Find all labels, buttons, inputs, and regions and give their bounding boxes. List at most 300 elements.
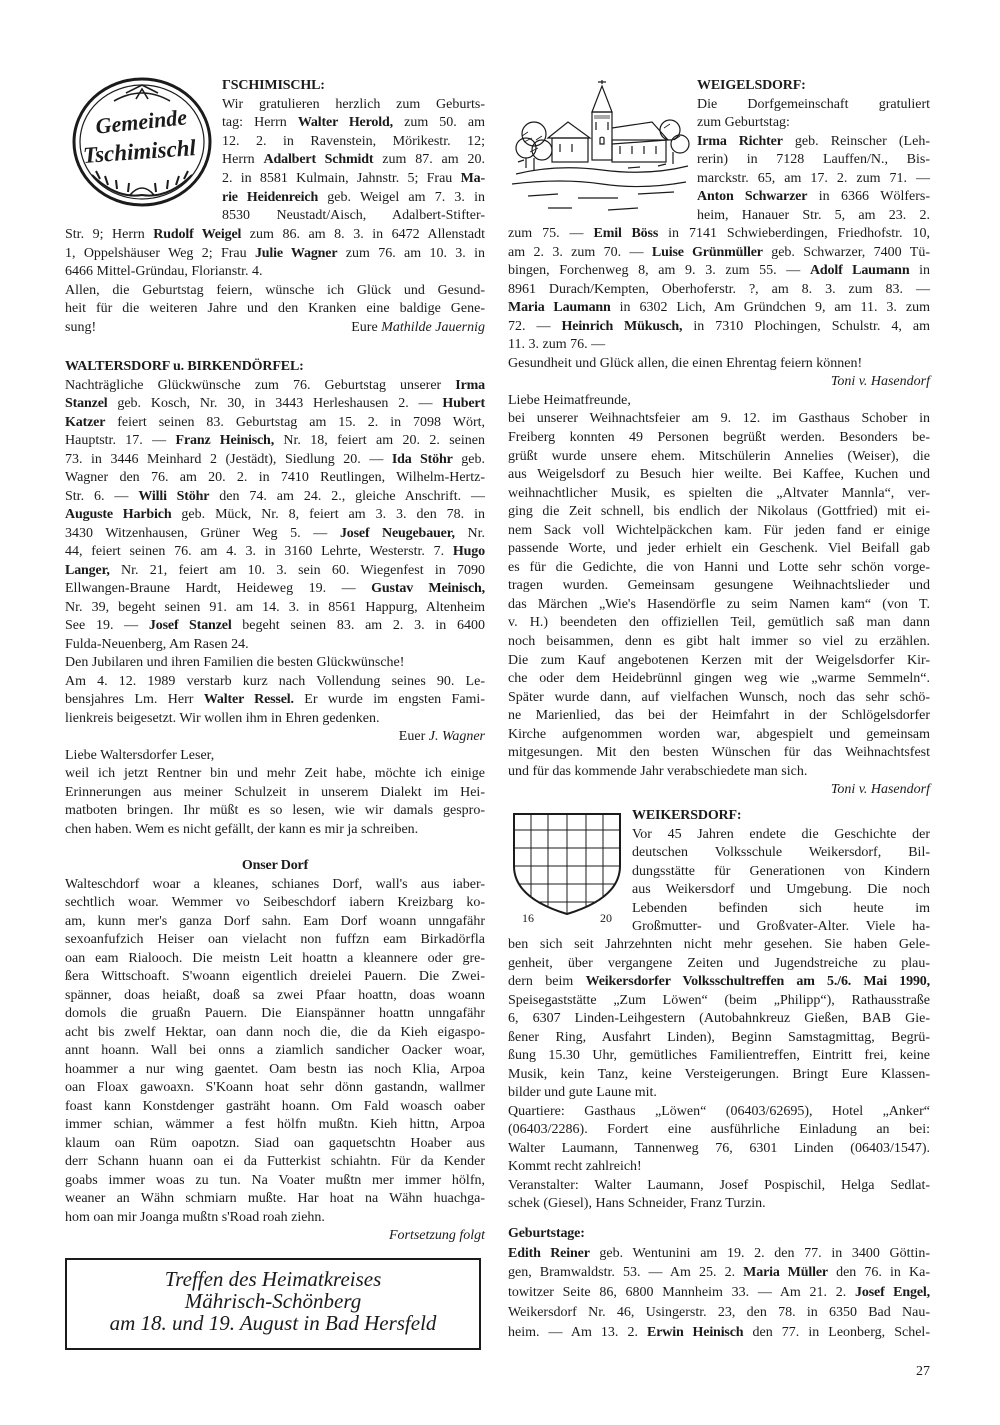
bold-text: Stanzel <box>65 396 108 411</box>
text-line <box>508 1158 930 1177</box>
text-line <box>632 826 930 845</box>
shield-year-left: 16 <box>522 911 534 925</box>
weigelsdorf-intro <box>697 77 930 225</box>
text-line <box>508 1244 930 1264</box>
text-run: geb. Schwarzer, 7400 Tü- <box>762 244 930 260</box>
text-line <box>65 913 485 932</box>
text-line <box>508 281 930 300</box>
text-line <box>508 973 930 992</box>
text-line <box>65 245 485 264</box>
text-run: geb. Kosch, Nr. 30, in 3443 Herleshausen 2. — <box>107 396 443 411</box>
seal-text-bottom: Tschimischl <box>82 135 197 168</box>
text-run: den 76. in Ka- <box>828 1265 930 1281</box>
text-line <box>65 1061 485 1080</box>
text-run: in <box>909 263 931 279</box>
text-run: aus Weigelsdorf zu Besuch hier weilte. Bei Kaffee, Kuchen und <box>508 467 930 483</box>
text-run: bilder und gute Laune mit. <box>508 1085 657 1100</box>
text-run: tragen wurden. Gemeinsam gesungene Weihnachtslieder und <box>508 578 930 594</box>
text-line <box>65 876 485 895</box>
text-run: ging die Zeit schnell, bis endlich der Nikolaus (Gottfried) mit ei- <box>508 504 930 520</box>
text-line <box>65 636 485 655</box>
text-run: marckstr. 65, am 17. 2. zum 71. — <box>697 170 930 186</box>
text-run: Nr. 39, begeht seinen 91. am 14. 3. in 8561 Happurg, Altenheim <box>65 599 485 615</box>
italic-text: Fortsetzung folgt <box>388 1228 485 1243</box>
text-line <box>65 226 485 245</box>
text-line <box>65 300 485 319</box>
text-run: Liebe Heimatfreunde, <box>508 392 631 408</box>
bold-text: Luise Grünmüller <box>651 244 763 260</box>
text-run: und für das kommende Jahr verabschiedete man sich. <box>508 763 808 779</box>
text-run: che oder dem Heidebrünnl gingen weg wie „warme Semmeln“. <box>508 671 930 687</box>
text-run: den 74. am 24. 2., gleiche Anschrift. — <box>209 488 485 504</box>
text-run: in 6302 Lich, Am Gründchen 9, am 11. 3. zum <box>610 300 930 316</box>
bold-text: Katzer <box>65 414 106 430</box>
text-run: in 7141 Schwieberdingen, Friedhofstr. 10, <box>658 226 930 241</box>
text-run: weil ich jetzt Rentner bin und mehr Zeit habe, möchte ich einige <box>65 766 485 781</box>
text-run: Str. 6. — <box>65 488 139 504</box>
text-run: Lebenden befinden sich heute im <box>632 900 930 916</box>
text-line <box>508 1140 930 1159</box>
text-run: rerin) in 7128 Lauffen/N., Bis- <box>697 152 930 168</box>
text-line <box>508 503 930 522</box>
text-run: hom oan mir Joanga mußtn s'Road roah ziehn. <box>65 1209 325 1225</box>
text-run: chen haben. Wem es nicht gefällt, der kann es mir ja schreiben. <box>65 821 419 837</box>
text-run: geb. Wentunini am 19. 2. den 77. in 3400 Göttin- <box>589 1245 930 1261</box>
text-line <box>65 728 485 747</box>
text-line <box>508 670 930 689</box>
tschimischl-body <box>65 226 485 338</box>
text-line <box>508 955 930 974</box>
text-line <box>508 448 930 467</box>
bold-text: Heinrich Mükusch, <box>561 318 683 334</box>
text-run: in 7310 Plochingen, Schulstr. 4, am <box>682 318 930 334</box>
text-line <box>508 559 930 578</box>
text-run: Vor 45 Jahren endete die Geschichte der <box>632 826 930 842</box>
bold-text: Irma <box>455 377 485 393</box>
text-run: ßera Wittschoaft. S'woann eigentlich dreielei Pauern. Die Zwei- <box>65 969 485 984</box>
text-line <box>508 614 930 633</box>
text-run: feiert seinen 83. Geburtstag am 15. 2. in 7098 Wört, <box>105 414 485 430</box>
text-run: geb. Mück, Nr. 8, feiert am 3. 3. den 78. in <box>171 507 485 522</box>
text-run: heim. — Am 13. 2. <box>508 1324 648 1340</box>
text-line <box>65 319 485 338</box>
text-line <box>508 633 930 652</box>
text-run: zum 76. am 10. 3. in <box>337 245 485 261</box>
waltersdorf-section <box>65 358 485 839</box>
text-run: Ellwangen-Braune Hardt, Heideweg 19. — <box>65 581 372 596</box>
text-line <box>65 599 485 618</box>
text-run: ßung 15.30 Uhr, gemütliches Familientreffen, Eintritt frei, keine <box>508 1048 930 1063</box>
text-line <box>65 451 485 470</box>
text-line <box>65 1209 485 1228</box>
bold-text: Geburtstage: <box>508 1226 585 1241</box>
text-run: weihnachtlicher Musik, es spielten die „Altvater Mannla“, ver- <box>508 485 930 501</box>
text-line <box>65 1153 485 1172</box>
text-line <box>697 188 930 207</box>
text-run: 6466 Mittel-Gründau, Florianstr. 4. <box>65 264 263 280</box>
text-run: bei unserer Weihnachtsfeier am 9. 12. im Gasthaus Schober in <box>508 411 930 427</box>
bold-text: Hubert <box>442 396 485 411</box>
text-run: Liebe Waltersdorfer Leser, <box>65 747 215 763</box>
text-line <box>508 763 930 782</box>
text-line <box>508 596 930 615</box>
announcement-line: Treffen des Heimatkreises <box>164 1267 382 1291</box>
text-line <box>65 469 485 488</box>
text-run: derr Schann huann oan ei da Futterkist schiahtn. Für da Kender <box>65 1154 485 1169</box>
text-run: ben sich seit Jahrzehnten nicht mehr gesehen. Sie haben Gele- <box>508 937 930 952</box>
tschimischl-intro <box>222 77 485 226</box>
text-run: 72. — <box>508 318 562 334</box>
text-line <box>508 652 930 671</box>
text-run: Kirche aufgenommen worden war, abgespielt und gemeinsam <box>508 726 930 742</box>
text-run: sung! <box>65 319 97 335</box>
text-line <box>508 1047 930 1066</box>
text-run: oan Floax gawoaxn. S'Koann hoat sehr dönn gastandn, wallmer <box>65 1080 485 1095</box>
bold-text: Ida Stöhr <box>391 451 453 467</box>
text-run: domols die gruaßn Pauern. Die Eianspänner hoattn unngafähr <box>65 1006 485 1021</box>
bold-text: Franz Heinisch, <box>175 433 275 448</box>
text-line <box>508 466 930 485</box>
text-run: Nachträgliche Glückwünsche zum 76. Geburtstag unserer <box>65 377 456 393</box>
text-line <box>65 617 485 636</box>
text-run: 11. 3. zum 76. — <box>508 337 606 353</box>
text-run: Musik, kein Tanz, keine Versteigerungen. Bringt Eure Klassen- <box>508 1066 930 1082</box>
shield-year-right: 20 <box>600 911 612 925</box>
text-run: Hauptstr. 17. — <box>65 433 176 448</box>
text-line <box>222 170 485 189</box>
text-run: weaner an Wähn schmiarn mußte. Har hoat na Wähn huachga- <box>65 1191 485 1206</box>
text-run: Die zum Kauf angebotenen Kerzen mit der Weigelsdorfer Kir- <box>508 652 930 668</box>
text-run: Wir gratulieren herzlich zum Geburts- <box>222 96 485 112</box>
text-line <box>508 1323 930 1343</box>
bold-text: Walter Ressel. <box>203 692 294 707</box>
text-line <box>508 540 930 559</box>
text-run: 3430 Witzenhausen, Grüner Weg 5. — <box>65 525 340 541</box>
text-run: klaum oan Rüm oapotzn. Siad oan gaquetschtn Hoaber aus <box>65 1135 485 1151</box>
text-run: zum 86. am 8. 3. in 6472 Allenstadt <box>241 227 485 242</box>
text-line <box>508 225 930 244</box>
tschimischl-seal <box>70 75 215 210</box>
text-line <box>508 936 930 955</box>
text-line <box>65 802 485 821</box>
bold-text: Walter Herold, <box>297 115 394 131</box>
text-line <box>508 262 930 281</box>
text-line <box>508 299 930 318</box>
text-line <box>65 1079 485 1098</box>
text-line <box>697 170 930 189</box>
text-line <box>508 992 930 1011</box>
bold-text: Emil Böss <box>593 226 659 241</box>
text-line <box>65 525 485 544</box>
text-run: geb. Weigel am 7. 3. in <box>318 189 485 205</box>
bold-text: Josef Stanzel <box>148 618 232 633</box>
onser-dorf-article <box>65 857 485 1246</box>
bold-text: Willi Stöhr <box>138 488 210 504</box>
text-line <box>65 1190 485 1209</box>
text-line <box>508 392 930 411</box>
seal-text-top: Gemeinde <box>94 104 189 139</box>
text-line <box>508 1010 930 1029</box>
text-line <box>222 207 485 226</box>
text-line <box>508 1224 930 1244</box>
text-line <box>65 654 485 673</box>
text-line <box>65 358 485 377</box>
bold-text: Josef Engel, <box>855 1285 930 1301</box>
bold-text: Auguste Harbich <box>65 507 172 522</box>
text-line <box>508 577 930 596</box>
text-line <box>508 1103 930 1122</box>
text-run: towitzer Seite 86, 6800 Mannheim 33. — Am 21. 2. <box>508 1285 856 1301</box>
text-line <box>632 881 930 900</box>
text-run: Gesundheit und Glück allen, die einen Ehrentag feiern können! <box>508 355 863 371</box>
bold-text: Maria Laumann <box>508 300 611 316</box>
text-line <box>65 784 485 803</box>
text-run: ne Marienlied, das bei der Heimfahrt in der Schlögelsdorfer <box>508 708 930 724</box>
text-line <box>508 373 930 392</box>
text-run: heim, Hanauer Str. 5, am 23. 2. <box>697 207 930 223</box>
text-line <box>65 414 485 433</box>
text-line <box>222 114 485 133</box>
text-line <box>65 747 485 766</box>
text-line <box>508 1177 930 1196</box>
text-run: heit für die weiteren Jahre und den Kranken eine baldige Gene- <box>65 301 485 317</box>
text-run: am 2. 3. zum 70. — <box>508 244 652 260</box>
text-run: 1, Oppelshäuser Weg 2; Frau <box>65 245 255 261</box>
bold-text: Weikersdorfer Volksschultreffen am 5./6. Mai 1990, <box>585 974 931 989</box>
italic-text: J. Wagner <box>428 729 485 744</box>
text-line <box>632 807 930 826</box>
text-run: annt hoann. Wall bei onns a ziamlich sandicher Oacker woar, <box>65 1043 485 1058</box>
text-line <box>65 894 485 913</box>
text-run: sechtlich woar. Wemmer vo Seibeschdorf iabern Kreizbarg ko- <box>65 895 485 910</box>
text-run: matboten bringen. Ihr müßt es so lesen, wie wir damals gespro- <box>65 803 485 818</box>
text-line <box>65 1116 485 1135</box>
text-line <box>65 395 485 414</box>
bold-text: Erwin Heinisch <box>647 1324 744 1340</box>
text-line <box>65 377 485 396</box>
text-line <box>508 1303 930 1323</box>
bold-text: WALTERSDORF u. BIRKENDÖRFEL: <box>65 359 304 374</box>
text-run: Er wurde im engsten Fami- <box>293 692 485 707</box>
text-run: bingen, Forchenweg 8, am 9. 3. zum 55. — <box>508 263 810 279</box>
text-run: Walteschdorf woar a kleanes, schianes Dorf, wall's aus iaber- <box>65 876 485 892</box>
bold-text: Josef Neugebauer, <box>339 525 455 541</box>
bold-text: Hugo <box>452 544 485 559</box>
text-run: oan eam Rialooch. Die meistn Leit hoattn a kleannere oder gre- <box>65 950 485 966</box>
text-run: Weikersdorf Nr. 46, Usingerstr. 23, den 78. in 6350 Bad Nau- <box>508 1304 930 1320</box>
text-line <box>65 691 485 710</box>
text-run: grüßt wurde unsere ehem. Mitschülerin Annelies (Weiser), die <box>508 448 930 464</box>
text-line <box>65 562 485 581</box>
text-run: Den Jubilaren und ihren Familien die besten Glückwünsche! <box>65 655 405 670</box>
announcement-box <box>65 1258 481 1350</box>
text-run: Nr. 21, feiert am 10. 3. sein 60. Wiegenfest in 7090 <box>109 562 485 578</box>
text-run: geb. <box>452 451 485 467</box>
bold-text: WEIKERSDORF: <box>632 808 742 823</box>
text-run: v. H.) beendeten den offiziellen Teil, gemütlich saß man dann <box>508 615 930 631</box>
text-run: schek (Giesel), Hans Schneider, Franz Turzin. <box>508 1196 766 1211</box>
text-line <box>222 189 485 208</box>
text-line <box>697 207 930 226</box>
text-line <box>65 710 485 729</box>
text-line <box>508 429 930 448</box>
text-run: in 6366 Wölfers- <box>807 189 930 205</box>
text-run: 73. in 3446 Meinhard 2 (Jestädt), Siedlung 20. — <box>65 451 392 467</box>
text-line <box>65 765 485 784</box>
bold-text: Adalbert Schmidt <box>263 152 374 168</box>
text-run: Eure <box>351 319 382 335</box>
text-run: foast kann Konstdenger gasträht hoann. Om Fald woasch oaber <box>65 1098 485 1114</box>
text-line <box>508 1283 930 1303</box>
text-line <box>65 1042 485 1061</box>
text-run: das Märchen „Wie's Hasendörfle zu seim Namen kam“ (von T. <box>508 596 930 612</box>
text-line <box>65 950 485 969</box>
text-line <box>65 857 485 876</box>
text-run: noch beisammen, denn es gibt halt immer so viel zu erzählen. <box>508 634 930 650</box>
text-line <box>632 844 930 863</box>
text-run: zum Geburtstag: <box>697 115 790 131</box>
text-run: 2. in 8581 Kulmain, Jahnstr. 5; Frau <box>222 170 461 186</box>
line-left-part <box>65 319 96 338</box>
text-run: Speisegaststätte „Zum Löwen“ (beim „Philipp“), Rathausstraße <box>508 992 930 1008</box>
text-run: hoammer a nur wing gaentet. Oam bestn ias noch Klia, Arpoa <box>65 1061 485 1077</box>
text-line <box>65 1227 485 1246</box>
text-line <box>508 689 930 708</box>
text-line <box>65 263 485 282</box>
text-run: acht bis zwelf Hektar, oan dann noch die, die da Kieh eigaspo- <box>65 1024 485 1040</box>
weikersdorf-intro <box>632 807 930 937</box>
text-line <box>508 355 930 374</box>
text-run: 44, feiert seinen 76. am 4. 3. in 3160 Lehrte, Westerstr. 7. <box>65 544 453 559</box>
text-run: zum 50. am <box>393 115 485 131</box>
text-line <box>508 707 930 726</box>
text-run: lienkreis beigesetzt. Wir wollen ihm in Ehren gedenken. <box>65 710 380 726</box>
weikersdorf-coat-of-arms <box>508 810 626 925</box>
text-run: Die Dorfgemeinschaft gratuliert <box>697 96 930 112</box>
page-number: 27 <box>916 1364 930 1379</box>
text-run: Allen, die Geburtstag feiern, wünsche ich Glück und Gesund- <box>65 282 485 298</box>
italic-text: Toni v. Hasendorf <box>830 782 930 798</box>
text-run: Quartiere: Gasthaus „Löwen“ (06403/62695), Hotel „Anker“ <box>508 1103 930 1119</box>
bold-text: ΓSCHIMISCHL: <box>222 78 325 93</box>
text-line <box>65 543 485 562</box>
text-run: tag: Herrn <box>222 115 298 131</box>
text-run: deutschen Volksschule Weikersdorf, Bil- <box>632 845 930 860</box>
italic-text: Toni v. Hasendorf <box>830 374 930 390</box>
text-line <box>508 318 930 337</box>
text-line <box>508 1029 930 1048</box>
text-run: immer schian, wämmer a fest hölfn mußtn. Kieh hittn, Arpoa <box>65 1117 485 1132</box>
text-line <box>65 1098 485 1117</box>
text-run: Später wurde dann, auf vielfachen Wunsch, noch das sehr schö- <box>508 689 930 705</box>
text-run: genheit, über vergangene Zeiten und Jugendstreiche zu plau- <box>508 955 930 971</box>
text-run: Euer <box>398 729 429 744</box>
text-line <box>65 1172 485 1191</box>
text-line <box>508 726 930 745</box>
weikersdorf-body <box>508 936 930 1214</box>
bold-text: Julie Wagner <box>254 245 338 261</box>
text-run: Wagner den 76. am 20. 2. in 7410 Reutlingen, Wilhelm-Hertz- <box>65 470 485 485</box>
text-line <box>508 1066 930 1085</box>
text-run: sexoanfufzich Heiser oan vielacht non fuffzn eam Birkadörfla <box>65 932 485 947</box>
line-right-part <box>351 319 485 338</box>
text-run: es für die Gedichte, die von Hanni und Lotte sehr schön vorge- <box>508 559 930 575</box>
text-line <box>508 522 930 541</box>
text-line <box>65 673 485 692</box>
text-run: aus Weikersdorf und Umgebung. Die noch <box>632 882 930 897</box>
text-run: bensjahres Lm. Herr <box>65 692 204 707</box>
announcement-line: Mährisch-Schönberg <box>184 1289 362 1313</box>
text-line <box>65 1135 485 1154</box>
text-line <box>697 114 930 133</box>
text-line <box>508 1084 930 1103</box>
bold-text: Onser Dorf <box>241 858 309 873</box>
text-run: Fulda-Neuenberg, Am Rasen 24. <box>65 636 249 652</box>
text-run: Kommt recht zahlreich! <box>508 1159 642 1174</box>
text-line <box>65 580 485 599</box>
text-line <box>632 918 930 937</box>
text-run: dungsstätte für Generationen von Kindern <box>632 863 930 879</box>
text-run: mitgesungen. Mit den besten Wünschen für das Weihnachtsfest <box>508 745 930 761</box>
bold-text: rie Heidenreich <box>222 189 319 205</box>
text-line <box>508 410 930 429</box>
text-run: Großmutter- und Großvater-Alter. Viele ha- <box>632 919 930 934</box>
text-line <box>65 1005 485 1024</box>
text-line <box>697 133 930 152</box>
italic-text: Mathilde Jauernig <box>381 319 485 335</box>
text-line <box>65 488 485 507</box>
bold-text: Edith Reiner <box>508 1245 590 1261</box>
text-line <box>632 900 930 919</box>
text-line <box>65 282 485 301</box>
bold-text: WEIGELSDORF: <box>697 78 806 93</box>
weigelsdorf-village-sketch <box>508 78 690 218</box>
text-run: Walter Laumann, Tannenweg 76, 6301 Linden (06403/1547). <box>508 1140 930 1156</box>
text-line <box>65 1024 485 1043</box>
text-run: Am 4. 12. 1989 verstarb kurz nach Vollendung seines 90. Le- <box>65 673 485 689</box>
text-run: geb. Reinscher (Leh- <box>782 133 930 149</box>
text-line <box>222 133 485 152</box>
text-line <box>222 77 485 96</box>
text-line <box>65 968 485 987</box>
text-run: zum 87. am 20. <box>373 152 485 168</box>
text-line <box>508 744 930 763</box>
text-line <box>508 1121 930 1140</box>
text-run: Str. 9; Herrn <box>65 227 154 242</box>
bold-text: Langer, <box>65 562 110 578</box>
text-run: goabs immer woas zu tun. Na Voater mußtn mer immer hölfn, <box>65 1172 485 1188</box>
bold-text: Adolf Laumann <box>809 263 910 279</box>
text-run: am, kunn mer's ganza Dorf sahn. Eam Dorf woann unngafähr <box>65 913 485 929</box>
text-run: Veranstalter: Walter Laumann, Josef Pospischil, Helga Sedlat- <box>508 1177 930 1193</box>
text-line <box>65 987 485 1006</box>
bold-text: Maria Müller <box>743 1265 828 1281</box>
text-line <box>222 96 485 115</box>
text-run: passende Worte, und jeder erhielt ein Geschenk. Viel Beifall gab <box>508 541 930 557</box>
weigelsdorf-body <box>508 225 930 800</box>
text-run: See 19. — <box>65 618 149 633</box>
text-run: (06403/2286). Fordert eine ausführliche Einladung an bei: <box>508 1122 930 1137</box>
text-line <box>222 151 485 170</box>
text-line <box>508 781 930 800</box>
text-run: Freiberg konnten 49 Personen begrüßt werden. Besonders be- <box>508 430 930 446</box>
text-run: spänner, doas heiaßt, doaß sa zwei Pfaar hoattn, doas woann <box>65 987 485 1003</box>
text-line <box>65 506 485 525</box>
bold-text: Ma- <box>460 170 485 186</box>
text-run: Erinnerungen aus meiner Schulzeit in unserem Dialekt im Hei- <box>65 784 485 800</box>
text-line <box>697 151 930 170</box>
text-line <box>508 336 930 355</box>
